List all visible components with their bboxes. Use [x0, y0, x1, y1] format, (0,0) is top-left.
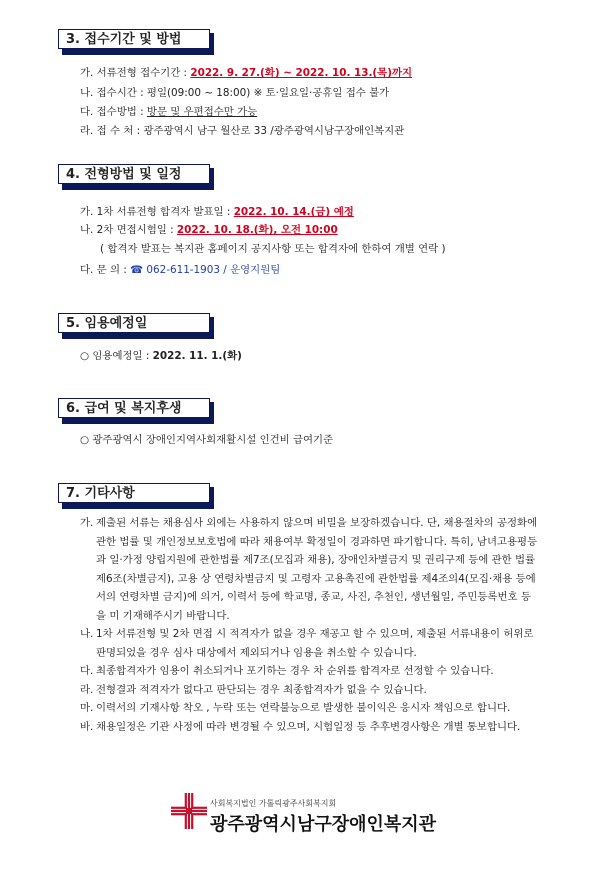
s3-item-3: 다. 접수방법 : 방문 및 우편접수만 가능 — [80, 106, 258, 118]
s4-contact: 다. 문 의 : ☎ 062-611-1903 / 운영지원팀 — [80, 264, 281, 276]
section-6-title: 6. 급여 및 복지후생 — [58, 398, 210, 418]
s7-list — [80, 514, 540, 736]
footer-subtitle: 사회복지법인 가톨릭광주사회복지회 — [210, 799, 337, 808]
s3-item-2: 나. 접수시간 : 평일(09:00 ~ 18:00) ※ 토·일요일·공휴일 접수 불가 — [80, 87, 390, 99]
footer-organization-name: 광주광역시남구장애인복지관 — [210, 814, 437, 835]
s4-item-1: 가. 1차 서류전형 합격자 발표일 : 2022. 10. 14.(금) 예정 — [80, 206, 354, 218]
s3-item-4: 라. 접 수 처 : 광주광역시 남구 월산로 33 /광주광역시남구장애인복지관 — [80, 125, 405, 137]
section-7-header — [58, 483, 214, 507]
s5-line: ○ 임용예정일 : 2022. 11. 1.(화) — [80, 350, 242, 362]
s7-item: 다. 최종합격자가 임용이 취소되거나 포기하는 경우 차 순위를 합격자로 선정할 수 있습니다. — [80, 665, 494, 677]
section-6-header — [58, 398, 214, 422]
s4-note: ( 합격자 발표는 복지관 홈페이지 공지사항 또는 합격자에 한하여 개별 연락 ) — [100, 243, 446, 255]
s3-item-1: 가. 서류전형 접수기간 : 2022. 9. 27.(화) ~ 2022. 10. 13.(목)까지 — [80, 67, 413, 79]
s7-item: 나. 1차 서류전형 및 2차 면접 시 적격자가 없을 경우 재공고 할 수 있으며, 제출된 서류내용이 허위로 판명되었을 경우 심사 대상에서 제외되거나 임용을 취소할 수 있습니다. — [80, 628, 534, 659]
s6-line: ○ 광주광역시 장애인지역사회재활시설 인건비 급여기준 — [80, 434, 334, 446]
section-3-title: 3. 접수기간 및 방법 — [58, 29, 210, 49]
section-5-header — [58, 313, 214, 337]
section-4-header — [58, 164, 214, 188]
s7-item: 라. 전형결과 적격자가 없다고 판단되는 경우 최종합격자가 없을 수 있습니다. — [80, 683, 427, 696]
organization-logo-icon — [170, 790, 208, 832]
section-7-title: 7. 기타사항 — [58, 483, 210, 503]
section-4-title: 4. 전형방법 및 일정 — [58, 164, 210, 184]
s7-item: 가. 제출된 서류는 채용심사 외에는 사용하지 않으며 비밀을 보장하겠습니다. 단, 채용절차의 공정화에 관한 법률 및 개인정보보호법에 따라 채용여부 확정일이 경과하면 파기합니다. 특히, 남녀고용평등과 일·가정 양립지원에 관한법률 제7조(모집과 채용), 장애인차별금지 및 권리구제 등에 관한 법률 제6조(차별금지), 고용 상 연령차별금지 및 고령자 고용촉진에 관한법률 제4조의4(모집·채용 등에서의 연령차별 금지)에 의거, 이력서 등에 학교명, 종교, 사진, 추천인, 생년월일, 주민등록번호 등을 미 기재해주시기 바랍니다. — [80, 517, 538, 622]
s7-item: 바. 채용일정은 기관 사정에 따라 변경될 수 있으며, 시험일정 등 추후변경사항은 개별 통보합니다. — [80, 720, 521, 733]
section-3-header — [58, 29, 214, 53]
section-5-title: 5. 임용예정일 — [58, 313, 210, 333]
s7-item: 마. 이력서의 기재사항 착오 , 누락 또는 연락불능으로 발생한 불이익은 응시자 책임으로 합니다. — [80, 702, 511, 714]
s4-item-2: 나. 2차 면접시험일 : 2022. 10. 18.(화), 오전 10:00 — [80, 224, 338, 236]
phone-number: ☎ 062-611-1903 — [130, 264, 220, 276]
footer-logo-block — [170, 788, 470, 842]
